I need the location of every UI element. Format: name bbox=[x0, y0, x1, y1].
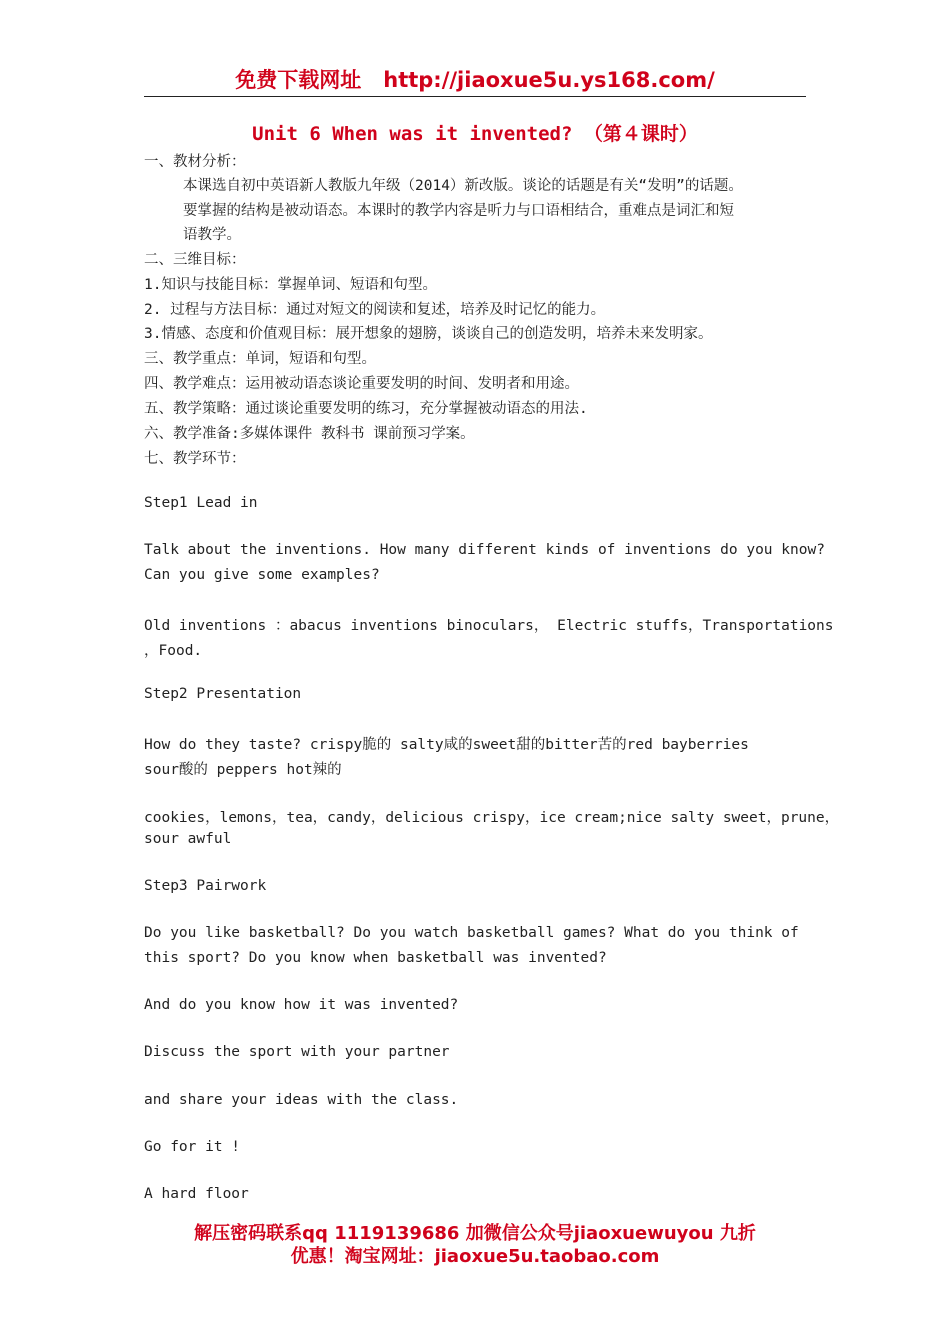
paragraph-line: cookies，lemons，tea，candy，delicious crispy，ice cream;nice salty sweet，prune， bbox=[144, 810, 840, 826]
list-item: 3.情感、态度和价值观目标：展开想象的翅膀，谈谈自己的创造发明，培养未来发明家。 bbox=[144, 326, 713, 342]
paragraph-line: And do you know how it was invented? bbox=[144, 997, 459, 1013]
step-heading: Step1 Lead in bbox=[144, 495, 258, 511]
paragraph-line: Can you give some examples? bbox=[144, 567, 380, 583]
footer-line-1: 解压密码联系qq 1119139686 加微信公众号jiaoxuewuyou 九折 bbox=[194, 1223, 756, 1244]
paragraph-line: 语教学。 bbox=[183, 227, 241, 243]
paragraph-line: sour awful bbox=[144, 831, 232, 847]
site-url-link[interactable]: http://jiaoxue5u.ys168.com/ bbox=[383, 68, 715, 92]
section-heading: 六、教学准备:多媒体课件 教科书 课前预习学案。 bbox=[144, 426, 475, 442]
section-heading: 三、教学重点：单词，短语和句型。 bbox=[144, 351, 376, 367]
paragraph-line: and share your ideas with the class. bbox=[144, 1092, 459, 1108]
paragraph-line: 要掌握的结构是被动语态。本课时的教学内容是听力与口语相结合，重难点是词汇和短 bbox=[183, 203, 734, 219]
paragraph-line: this sport? Do you know when basketball was invented? bbox=[144, 950, 607, 966]
section-heading: 五、教学策略：通过谈论重要发明的练习，充分掌握被动语态的用法. bbox=[144, 401, 588, 417]
paragraph-line: A hard floor bbox=[144, 1186, 249, 1202]
footer-line-2: 优惠！淘宝网址：jiaoxue5u.taobao.com bbox=[290, 1246, 660, 1267]
paragraph-line: Old inventions ：abacus inventions binoculars， Electric stuffs，Transportations bbox=[144, 618, 834, 634]
list-item: 2. 过程与方法目标：通过对短文的阅读和复述，培养及时记忆的能力。 bbox=[144, 302, 606, 318]
paragraph-line: Go for it ! bbox=[144, 1139, 241, 1155]
paragraph-line: 本课选自初中英语新人教版九年级（2014）新改版。谈论的话题是有关“发明”的话题。 bbox=[183, 178, 743, 194]
paragraph-line: Do you like basketball? Do you watch basketball games? What do you think of bbox=[144, 925, 799, 941]
step-heading: Step2 Presentation bbox=[144, 686, 302, 702]
section-heading: 四、教学难点：运用被动语态谈论重要发明的时间、发明者和用途。 bbox=[144, 376, 579, 392]
section-heading: 一、教材分析： bbox=[144, 154, 246, 170]
step-heading: Step3 Pairwork bbox=[144, 878, 267, 894]
list-item: 1.知识与技能目标：掌握单词、短语和句型。 bbox=[144, 277, 437, 293]
paragraph-line: sour酸的 peppers hot辣的 bbox=[144, 762, 342, 778]
site-label: 免费下载网址 bbox=[235, 68, 362, 92]
paragraph-line: Discuss the sport with your partner bbox=[144, 1044, 450, 1060]
page-title: Unit 6 When was it invented? （第４课时） bbox=[252, 123, 698, 145]
paragraph-line: How do they taste? crispy脆的 salty咸的sweet甜的bitter苦的red bayberries bbox=[144, 737, 749, 753]
page-header bbox=[144, 64, 806, 97]
section-heading: 二、三维目标： bbox=[144, 252, 246, 268]
section-heading: 七、教学环节： bbox=[144, 451, 246, 467]
paragraph-line: ，Food. bbox=[144, 643, 203, 659]
paragraph-line: Talk about the inventions. How many different kinds of inventions do you know? bbox=[144, 542, 825, 558]
